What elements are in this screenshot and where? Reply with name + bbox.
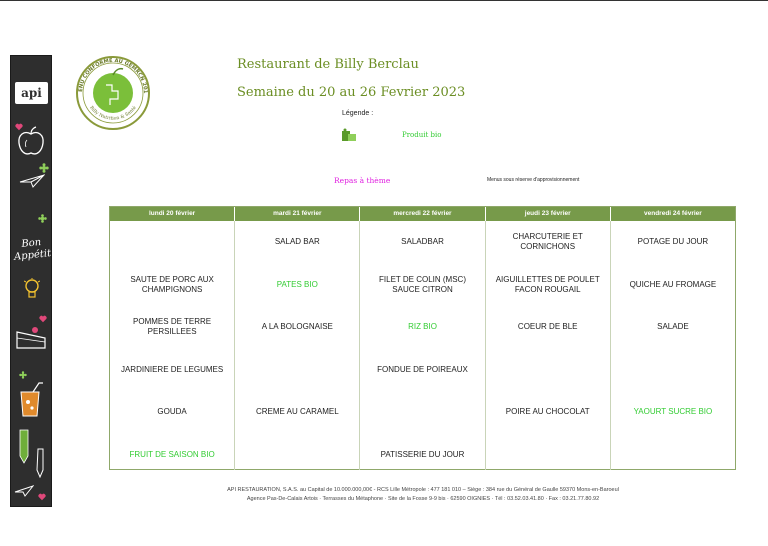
bon-appetit-slogan: [11, 236, 53, 264]
menu-item: POTAGE DU JOUR: [637, 237, 709, 247]
menu-item: FONDUE DE POIREAUX: [377, 364, 468, 374]
day-header-monday: lundi 20 février: [110, 207, 235, 221]
slogan-line-1: Bon: [20, 237, 42, 251]
api-logo: api: [15, 82, 48, 104]
menu-column-thursday: [486, 221, 611, 470]
menu-item: FILET DE COLIN (MSC) SAUCE CITRON: [379, 274, 466, 294]
menu-item: A LA BOLOGNAISE: [261, 322, 333, 332]
menu-item: [486, 434, 610, 477]
menu-item: JARDINIERE DE LEGUMES: [120, 364, 224, 374]
menu-item: [611, 434, 735, 477]
paper-plane-icon-bottom: [14, 484, 34, 502]
menu-item-bio: YAOURT SUCRE BIO: [633, 407, 713, 417]
menu-item: GOUDA: [157, 407, 187, 417]
menu-item: [360, 391, 484, 434]
menu-item: SALAD BAR: [274, 237, 320, 247]
menu-body: [110, 221, 735, 470]
nutrition-seal-logo: [70, 55, 156, 131]
bio-product-icon: [341, 128, 357, 142]
decorative-banner: [10, 55, 52, 507]
legend-title: Légende :: [342, 110, 374, 117]
menu-item: [611, 349, 735, 392]
menu-item: PATISSERIE DU JOUR: [380, 449, 465, 459]
menu-item-bio: PATES BIO: [276, 279, 318, 289]
day-header-friday: vendredi 24 février: [611, 207, 735, 221]
menu-item: [110, 221, 234, 264]
week-title: Semaine du 20 au 26 Fevrier 2023: [237, 85, 466, 100]
menu-item: QUICHE AU FROMAGE: [629, 279, 717, 289]
menu-item-bio: RIZ BIO: [408, 322, 437, 332]
menu-item: [235, 434, 359, 477]
menu-column-wednesday: [360, 221, 485, 470]
supply-reserve-note: Menus sous réserve d'approvisionnement: [487, 177, 580, 183]
slogan-line-2: Appétit: [13, 248, 52, 263]
heart-icon-bottom: [38, 488, 46, 506]
day-header-tuesday: mardi 21 février: [235, 207, 360, 221]
menu-item: POIRE AU CHOCOLAT: [505, 407, 590, 417]
menu-item: CREME AU CARAMEL: [255, 407, 339, 417]
menu-item: SALADBAR: [401, 237, 444, 247]
top-border-line: [0, 0, 768, 1]
company-footer: [110, 486, 736, 504]
weekly-menu-table: [109, 206, 736, 470]
menu-item-bio: FRUIT DE SAISON BIO: [129, 449, 215, 459]
legend-theme-label: Repas à thème: [334, 176, 391, 185]
menu-item: AIGUILLETTES DE POULET FACON ROUGAIL: [495, 274, 600, 294]
menu-column-friday: [611, 221, 735, 470]
pencil-icon: [17, 428, 31, 469]
flower-icon-small: [38, 210, 47, 228]
paper-plane-icon: [19, 174, 45, 193]
drink-glass-icon: [17, 382, 45, 423]
lightbulb-icon: [24, 278, 40, 305]
legend-bio-label: Produit bio: [402, 131, 442, 139]
pen-icon: [35, 448, 45, 483]
menu-item: [235, 349, 359, 392]
menu-column-tuesday: [235, 221, 360, 470]
menu-item: [486, 349, 610, 392]
seal-ring-text: ENU CONFORME AU GEMRCN 201: [77, 57, 149, 94]
cake-icon: [15, 324, 47, 355]
apple-icon: [16, 126, 46, 163]
menu-item: CHARCUTERIE ET CORNICHONS: [512, 232, 583, 252]
day-header-wednesday: mercredi 22 février: [360, 207, 485, 221]
menu-column-monday: [110, 221, 235, 470]
footer-line-1: API RESTAURATION, S.A.S. au Capital de 10.000.000,00€ - RCS Lille Métropole : 477 181 010 – Siège : 384 rue du Général de Gaulle 59370 Mons-en-Baroeul: [227, 487, 619, 493]
menu-item: COEUR DE BLE: [517, 322, 578, 332]
menu-item: POMMES DE TERRE PERSILLEES: [133, 317, 212, 337]
menu-header-row: [110, 207, 735, 221]
menu-item: SALADE: [657, 322, 689, 332]
menu-item: SAUTE DE PORC AUX CHAMPIGNONS: [130, 274, 214, 294]
day-header-thursday: jeudi 23 février: [486, 207, 611, 221]
restaurant-title: Restaurant de Billy Berclau: [237, 57, 419, 72]
seal-bottom-text: Billy Nutrition & Santé: [88, 105, 138, 122]
footer-line-2: Agence Pas-De-Calais Artois · Terrasses du Métaphone · Site de la Fosse 9-9 bis · 62590 OIGNIES · Tél : 03.52.03.41.80 · Fax : 03.21.77.80.92: [246, 496, 600, 502]
